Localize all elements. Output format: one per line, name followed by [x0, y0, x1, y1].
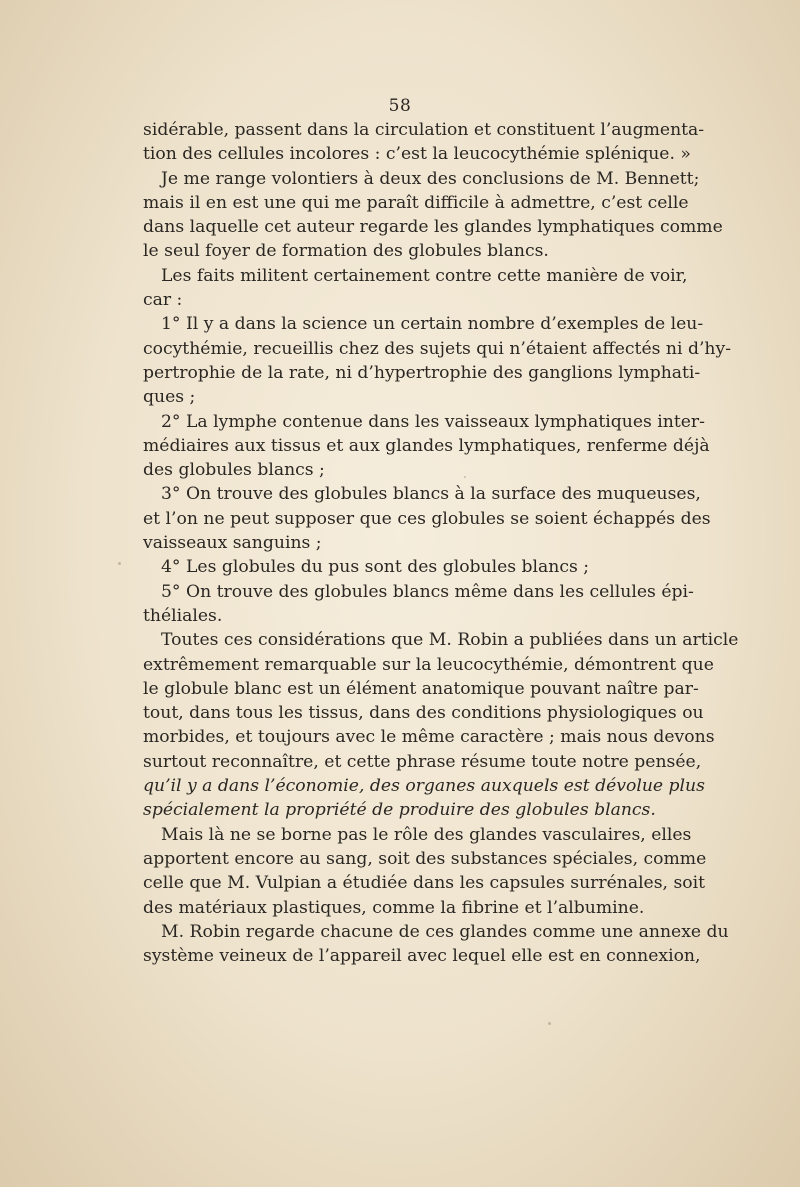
text-line: et l’on ne peut supposer que ces globules se soient échappés des — [143, 508, 711, 529]
text-line: cocythémie, recueillis chez des sujets qui n’étaient affectés ni d’hy- — [143, 338, 732, 359]
text-line: qu’il y a dans l’économie, des organes auxquels est dévolue plus — [143, 776, 705, 797]
text-line: 1° Il y a dans la science un certain nombre d’exemples de leu- — [161, 314, 704, 335]
text-line: 3° On trouve des globules blancs à la surface des muqueuses, — [161, 484, 701, 505]
text-line: médiaires aux tissus et aux glandes lymphatiques, renferme déjà — [143, 435, 710, 456]
text-line: morbides, et toujours avec le même caractère ; mais nous devons — [143, 727, 715, 748]
text-line: M. Robin regarde chacune de ces glandes comme une annexe du — [161, 921, 729, 942]
text-line: surtout reconnaître, et cette phrase résume toute notre pensée, — [143, 751, 702, 772]
text-line: celle que M. Vulpian a étudiée dans les capsules surrénales, soit — [143, 873, 706, 894]
text-line: mais il en est une qui me paraît difficile à admettre, c’est celle — [143, 192, 689, 213]
text-line: car : — [143, 290, 183, 311]
text-line: le seul foyer de formation des globules blancs. — [143, 241, 549, 262]
text-line: Je me range volontiers à deux des conclusions de M. Bennett; — [161, 168, 700, 189]
text-line: dans laquelle cet auteur regarde les glandes lymphatiques comme — [143, 217, 723, 238]
text-line: le globule blanc est un élément anatomique pouvant naître par- — [143, 678, 699, 699]
paper-speck — [118, 562, 121, 565]
text-line: des matériaux plastiques, comme la fibrine et l’albumine. — [143, 897, 645, 918]
text-line: Les faits militent certainement contre cette manière de voir, — [161, 265, 688, 286]
text-line: spécialement la propriété de produire des globules blancs. — [143, 800, 656, 821]
text-line: Mais là ne se borne pas le rôle des glandes vasculaires, elles — [161, 824, 692, 845]
text-line: théliales. — [143, 605, 223, 626]
page-number: 58 — [388, 96, 412, 116]
text-line: vaisseaux sanguins ; — [143, 533, 322, 554]
text-line: Toutes ces considérations que M. Robin a publiées dans un article — [161, 630, 739, 651]
paper-speck — [548, 1022, 551, 1025]
text-line: 5° On trouve des globules blancs même dans les cellules épi- — [161, 581, 694, 602]
text-line: pertrophie de la rate, ni d’hypertrophie des ganglions lymphati- — [143, 362, 701, 383]
paper-speck — [464, 476, 466, 478]
text-line: des globules blancs ; — [143, 460, 325, 481]
text-line: extrêmement remarquable sur la leucocythémie, démontrent que — [143, 654, 714, 675]
text-line: tion des cellules incolores : c’est la leucocythémie splénique. » — [143, 144, 691, 165]
text-line: 2° La lymphe contenue dans les vaisseaux lymphatiques inter- — [161, 411, 705, 432]
body-text — [143, 118, 739, 968]
text-line: ques ; — [143, 387, 196, 408]
text-line: sidérable, passent dans la circulation et constituent l’augmenta- — [143, 120, 705, 140]
text-line: système veineux de l’appareil avec lequel elle est en connexion, — [143, 946, 701, 967]
text-line: tout, dans tous les tissus, dans des conditions physiologiques ou — [143, 703, 704, 724]
text-line: 4° Les globules du pus sont des globules blancs ; — [161, 557, 590, 578]
text-line: apportent encore au sang, soit des substances spéciales, comme — [143, 848, 707, 869]
